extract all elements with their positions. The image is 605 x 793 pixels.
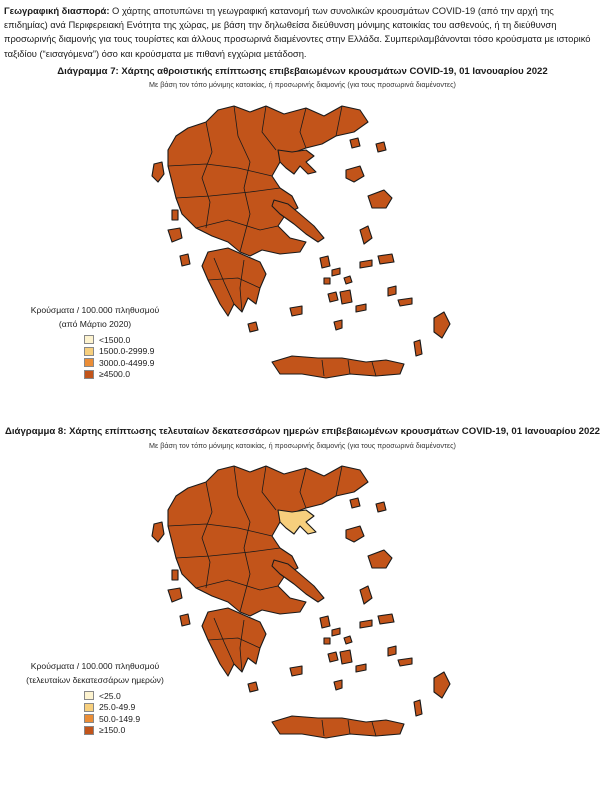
map2-corfu (152, 522, 164, 542)
map2-lefkada (172, 570, 178, 580)
map1-thasos (350, 138, 360, 148)
map2-kalymnos (388, 646, 396, 656)
map1-kalymnos (388, 286, 396, 296)
map2-mainland (168, 466, 368, 616)
map2-regions (152, 466, 450, 738)
map1-legend-item (20, 369, 170, 381)
legend-label: <1500.0 (99, 334, 131, 345)
map1-peloponnese (202, 248, 266, 316)
map2-legend (20, 660, 170, 736)
map2-legend-item (20, 713, 170, 725)
map2-kythira (248, 682, 258, 692)
map2-santorini (334, 680, 342, 690)
map2-legend-title: Κρούσματα / 100.000 πληθυσμού (30, 661, 160, 671)
map1-milos (290, 306, 302, 316)
map1-andros (320, 256, 330, 268)
legend-label: 50.0-149.9 (99, 713, 141, 724)
legend-swatch (84, 347, 94, 356)
map2-subtitle: Με βάση τον τόπο μόνιμης κατοικίας, ή προσωρινής διαμονής (για τους προσωρινά διαμένοντες) (149, 441, 456, 450)
map1-legend-item (20, 334, 170, 346)
map2-paros (328, 652, 338, 662)
map1-santorini (334, 320, 342, 330)
map1-regions (152, 106, 450, 378)
map2-tinos (332, 628, 340, 636)
map2-peloponnese (202, 608, 266, 676)
legend-label: 1500.0-2999.9 (99, 346, 155, 357)
map1-naxos (340, 290, 352, 304)
map1-lefkada (172, 210, 178, 220)
map2-ikaria (360, 620, 372, 628)
map2-thasos (350, 498, 360, 508)
intro-paragraph (4, 4, 596, 61)
map1-kos (398, 298, 412, 306)
legend-swatch (84, 370, 94, 379)
map2-chalkidiki-athos (278, 510, 316, 534)
intro-label: Γεωγραφική διασπορά: (4, 5, 110, 16)
legend-swatch (84, 335, 94, 344)
map1-legend-item (20, 346, 170, 358)
map2-crete (272, 716, 404, 738)
map1-kythira (248, 322, 258, 332)
map1-chalkidiki (278, 150, 316, 174)
legend-swatch (84, 358, 94, 367)
map2-kos (398, 658, 412, 666)
map2-rhodes (434, 672, 450, 698)
map1-samothraki (376, 142, 386, 152)
legend-swatch (84, 726, 94, 735)
map1-legend-item (20, 357, 170, 369)
map1-subtitle: Με βάση τον τόπο μόνιμης κατοικίας, ή προσωρινής διαμονής (για τους προσωρινά διαμένοντες) (149, 80, 456, 89)
legend-label: 3000.0-4499.9 (99, 357, 155, 368)
map2-legend-subtitle: (τελευταίων δεκατεσσάρων ημερών) (26, 675, 164, 685)
map1-greece-choropleth (110, 92, 510, 392)
map1-crete (272, 356, 404, 378)
map2-milos (290, 666, 302, 676)
map2-samothraki (376, 502, 386, 512)
map2-zakynthos (180, 614, 190, 626)
map2-kefalonia (168, 588, 182, 602)
map2-legend-item (20, 690, 170, 702)
map2-lesvos (368, 550, 392, 568)
map1-chios (360, 226, 372, 244)
map1-limnos (346, 166, 364, 182)
map2-limnos (346, 526, 364, 542)
legend-label: <25.0 (99, 690, 121, 701)
map1-lesvos (368, 190, 392, 208)
legend-swatch (84, 691, 94, 700)
map2-andros (320, 616, 330, 628)
map2-greece-choropleth (110, 452, 510, 752)
map1-karpathos (414, 340, 422, 356)
map1-amorgos (356, 304, 366, 312)
map1-legend-title: Κρούσματα / 100.000 πληθυσμού (30, 305, 160, 315)
legend-swatch (84, 714, 94, 723)
legend-label: 25.0-49.9 (99, 702, 136, 713)
map2-chios (360, 586, 372, 604)
map1-tinos (332, 268, 340, 276)
map1-mykonos (344, 276, 352, 284)
map1-zakynthos (180, 254, 190, 266)
map1-samos (378, 254, 394, 264)
map1-legend-subtitle: (από Μάρτιο 2020) (58, 319, 132, 329)
map2-karpathos (414, 700, 422, 716)
map2-samos (378, 614, 394, 624)
map2-legend-item (20, 725, 170, 737)
intro-text: Ο χάρτης αποτυπώνει τη γεωγραφική κατανομή των συνολικών κρουσμάτων COVID-19 (από την αρχή της επιδημίας) ανά Περιφερειακή Ενότητα της χώρας, με βάση την δηλωθείσα διεύθυνση μόνιμης κατοικίας του ασθενούς, ή τη διεύθυνση προσωρινής διαμονής για τους τουρίστες και άλλους προσωρινά διαμένοντες στην Ελλάδα. Συμπεριλαμβάνονται τόσο κρούσματα με ιστορικό ταξιδίου (“εισαγόμενα”) όσο και κρούσματα με πιθανή εγχώρια μετάδοση. (4, 5, 591, 59)
legend-label: ≥4500.0 (99, 369, 131, 380)
map2-syros (324, 638, 330, 644)
legend-label: ≥150.0 (99, 725, 126, 736)
map2-legend-item (20, 702, 170, 714)
map1-ikaria (360, 260, 372, 268)
map1-kefalonia (168, 228, 182, 242)
map1-legend (20, 304, 170, 380)
map1-corfu (152, 162, 164, 182)
map1-paros (328, 292, 338, 302)
map2-title: Διάγραμμα 8: Χάρτης επίπτωσης τελευταίων δεκατεσσάρων ημερών επιβεβαιωμένων κρουσμάτων COVID-19, 01 Ιανουαρίου 2022 (4, 426, 601, 437)
map2-naxos (340, 650, 352, 664)
map1-title: Διάγραμμα 7: Χάρτης αθροιστικής επίπτωσης επιβεβαιωμένων κρουσμάτων COVID-19, 01 Ιανουαρίου 2022 (57, 66, 548, 77)
map1-mainland (168, 106, 368, 256)
map1-syros (324, 278, 330, 284)
map2-amorgos (356, 664, 366, 672)
map1-rhodes (434, 312, 450, 338)
map2-mykonos (344, 636, 352, 644)
legend-swatch (84, 703, 94, 712)
